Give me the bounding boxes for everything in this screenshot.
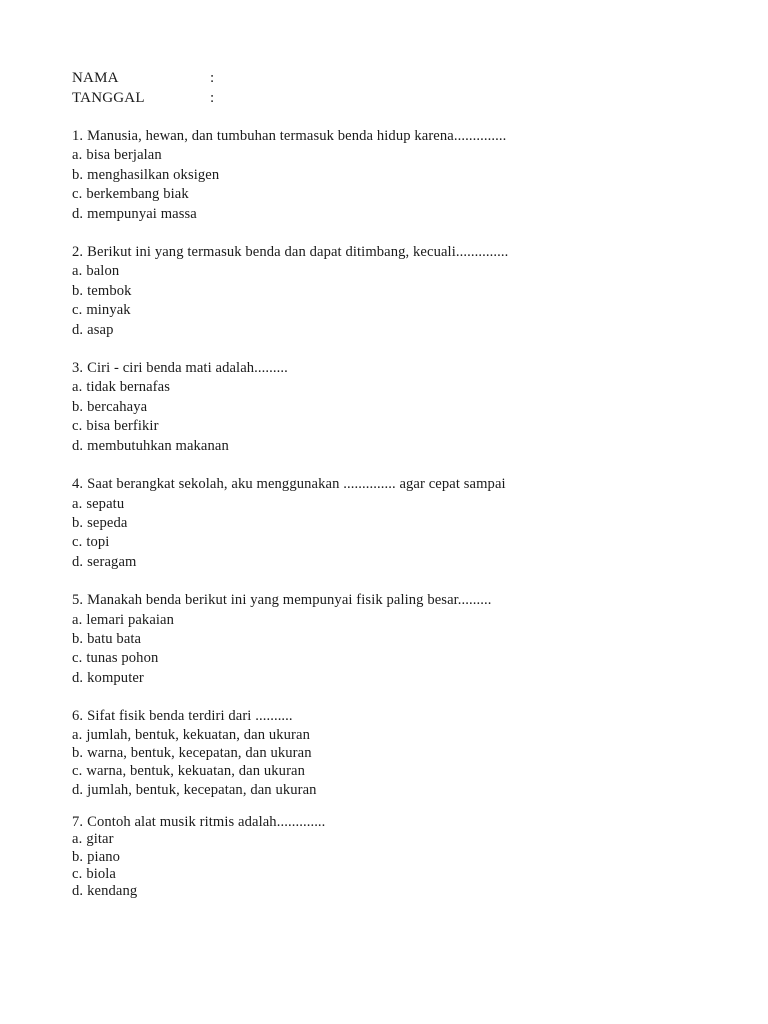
- option-line: [72, 533, 712, 552]
- option-line: [72, 495, 712, 514]
- option-text: bercahaya: [87, 398, 148, 415]
- option-letter: c.: [72, 763, 83, 780]
- question-line: [72, 127, 712, 146]
- question-block: [72, 591, 712, 688]
- option-letter: a.: [72, 495, 83, 512]
- question-line: [72, 591, 712, 610]
- option-text: sepeda: [87, 514, 128, 531]
- option-letter: b.: [72, 744, 84, 761]
- name-field-label: NAMA: [72, 70, 119, 86]
- option-text: gitar: [86, 831, 114, 848]
- exam-header: [72, 68, 712, 108]
- option-letter: a.: [72, 726, 83, 743]
- option-letter: d.: [72, 437, 84, 454]
- name-field-row: [72, 68, 712, 88]
- option-letter: a.: [72, 379, 83, 396]
- option-letter: c.: [72, 418, 83, 435]
- option-letter: b.: [72, 166, 84, 183]
- option-line: [72, 321, 712, 340]
- option-text: balon: [86, 263, 120, 280]
- option-text: jumlah, bentuk, kekuatan, dan ukuran: [86, 726, 310, 743]
- question-number: 5.: [72, 592, 84, 609]
- option-text: mempunyai massa: [87, 205, 197, 222]
- option-text: jumlah, bentuk, kecepatan, dan ukuran: [87, 781, 317, 798]
- option-line: [72, 849, 712, 866]
- question-text: Manusia, hewan, dan tumbuhan termasuk benda hidup karena..............: [87, 128, 507, 144]
- question-block: [72, 359, 712, 456]
- option-text: sepatu: [86, 495, 125, 512]
- option-letter: c.: [72, 534, 83, 551]
- question-block: [72, 707, 712, 799]
- question-text: Sifat fisik benda terdiri dari ..........: [87, 708, 293, 725]
- option-letter: b.: [72, 514, 84, 531]
- option-letter: d.: [72, 669, 84, 686]
- option-line: [72, 262, 712, 281]
- question-line: [72, 475, 712, 494]
- option-text: minyak: [86, 302, 131, 319]
- question-block: [72, 243, 712, 340]
- option-line: [72, 669, 712, 688]
- question-block: [72, 814, 712, 900]
- question-text: Contoh alat musik ritmis adalah.............: [87, 814, 326, 831]
- question-line: [72, 243, 712, 262]
- question-line: [72, 707, 712, 725]
- option-letter: c.: [72, 302, 83, 319]
- option-text: lemari pakaian: [86, 611, 175, 628]
- option-text: tembok: [87, 282, 132, 299]
- option-text: bisa berfikir: [86, 418, 159, 435]
- option-line: [72, 166, 712, 185]
- option-line: [72, 437, 712, 456]
- option-letter: a.: [72, 611, 83, 628]
- option-letter: c.: [72, 186, 83, 203]
- option-text: warna, bentuk, kecepatan, dan ukuran: [87, 744, 312, 761]
- option-line: [72, 781, 712, 799]
- option-line: [72, 146, 712, 165]
- option-text: asap: [87, 321, 114, 338]
- option-line: [72, 282, 712, 301]
- option-line: [72, 630, 712, 649]
- option-text: berkembang biak: [86, 186, 189, 203]
- option-text: kendang: [87, 883, 138, 900]
- option-letter: b.: [72, 282, 84, 299]
- question-text: Manakah benda berikut ini yang mempunyai fisik paling besar.........: [87, 592, 492, 609]
- option-text: warna, bentuk, kekuatan, dan ukuran: [86, 763, 306, 780]
- exam-content: [72, 68, 712, 901]
- option-line: [72, 205, 712, 224]
- question-block: [72, 475, 712, 572]
- option-text: batu bata: [87, 630, 142, 647]
- question-number: 2.: [72, 244, 84, 261]
- question-number: 6.: [72, 708, 84, 725]
- date-field-label: TANGGAL: [72, 90, 145, 106]
- question-text: Saat berangkat sekolah, aku menggunakan .............. agar cepat sampai: [87, 476, 506, 493]
- question-number: 1.: [72, 128, 84, 144]
- option-line: [72, 398, 712, 417]
- option-text: biola: [86, 866, 117, 883]
- question-line: [72, 359, 712, 378]
- option-line: [72, 866, 712, 883]
- option-line: [72, 417, 712, 436]
- name-field-colon: :: [210, 70, 215, 86]
- question-line: [72, 814, 712, 831]
- option-line: [72, 744, 712, 762]
- option-line: [72, 185, 712, 204]
- option-text: topi: [86, 534, 110, 551]
- question-text: Berikut ini yang termasuk benda dan dapat ditimbang, kecuali..............: [87, 244, 509, 261]
- option-line: [72, 883, 712, 900]
- option-text: membutuhkan makanan: [87, 437, 229, 454]
- question-number: 3.: [72, 360, 84, 377]
- option-line: [72, 762, 712, 780]
- date-field-colon: :: [210, 90, 215, 106]
- option-letter: a.: [72, 263, 83, 280]
- date-field-row: [72, 88, 712, 108]
- option-letter: d.: [72, 883, 84, 900]
- question-number: 7.: [72, 814, 84, 831]
- option-line: [72, 831, 712, 848]
- question-text: Ciri - ciri benda mati adalah.........: [87, 360, 288, 377]
- option-letter: d.: [72, 553, 84, 570]
- option-letter: d.: [72, 321, 84, 338]
- option-text: tunas pohon: [86, 650, 159, 667]
- question-block: [72, 127, 712, 224]
- question-list: [72, 127, 712, 901]
- option-text: tidak bernafas: [86, 379, 170, 396]
- option-letter: d.: [72, 205, 84, 222]
- option-letter: b.: [72, 398, 84, 415]
- option-line: [72, 649, 712, 668]
- option-line: [72, 553, 712, 572]
- option-letter: c.: [72, 866, 83, 883]
- option-letter: a.: [72, 147, 83, 164]
- option-text: menghasilkan oksigen: [87, 166, 220, 183]
- option-text: komputer: [87, 669, 144, 686]
- option-letter: b.: [72, 848, 84, 865]
- option-text: bisa berjalan: [86, 147, 162, 164]
- option-line: [72, 301, 712, 320]
- option-letter: a.: [72, 831, 83, 848]
- option-line: [72, 514, 712, 533]
- option-text: seragam: [87, 553, 137, 570]
- option-letter: b.: [72, 630, 84, 647]
- option-text: piano: [87, 848, 121, 865]
- option-line: [72, 611, 712, 630]
- option-line: [72, 378, 712, 397]
- option-letter: c.: [72, 650, 83, 667]
- option-line: [72, 726, 712, 744]
- question-number: 4.: [72, 476, 84, 493]
- option-letter: d.: [72, 781, 84, 798]
